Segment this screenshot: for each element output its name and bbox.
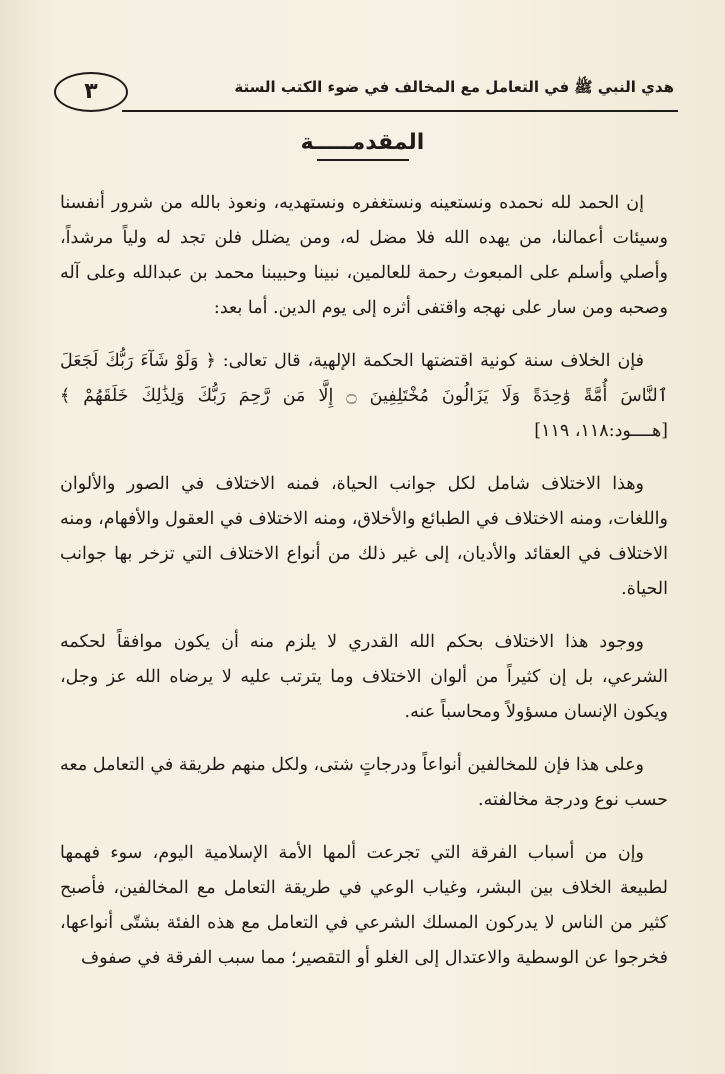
page-number-badge	[54, 72, 128, 112]
paragraph-quran-verse: فإن الخلاف سنة كونية اقتضتها الحكمة الإلهية، قال تعالى: ﴿ وَلَوْ شَآءَ رَبُّكَ لَجَعَلَ ٱلنَّاسَ أُمَّةً وَٰحِدَةً وَلَا يَزَالُونَ مُخْتَلِفِينَ ۝ إِلَّا مَن رَّحِمَ رَبُّكَ وَلِذَٰلِكَ خَلَقَهُمْ ﴾ [هــــود:١١٨، ١١٩]	[60, 351, 668, 441]
section-title-underline	[317, 159, 409, 161]
paragraph-intro: إن الحمد لله نحمده ونستعينه ونستغفره ونستهديه، ونعوذ بالله من شرور أنفسنا وسيئات أعمالنا، من يهده الله فلا مضل له، ومن يضلل فلن تجد له ولياً مرشداً، وأصلي وأسلم على المبعوث رحمة للعالمين، نبينا وحبيبنا محمد بن عبدالله وعلى آله وصحبه ومن سار على نهجه واقتفى أثره إلى يوم الدين. أما بعد:	[60, 193, 668, 318]
book-title: هدي النبي ﷺ في التعامل مع المخالف في ضوء الكتب الستة	[234, 78, 674, 96]
section-title-text: المقدمـــــة	[300, 130, 425, 155]
header-rule	[122, 110, 678, 112]
section-heading	[0, 130, 725, 161]
paragraph-types-of-opponents: وعلى هذا فإن للمخالفين أنواعاً ودرجاتٍ شتى، ولكل منهم طريقة في التعامل معه حسب نوع ودرجة مخالفته.	[60, 755, 668, 810]
running-header	[52, 70, 678, 114]
body-text	[60, 186, 668, 994]
paragraph-causes-of-division: وإن من أسباب الفرقة التي تجرعت ألمها الأمة الإسلامية اليوم، سوء فهمها لطبيعة الخلاف بين البشر، وغياب الوعي في طريقة التعامل مع المخالفين، فأصبح كثير من الناس لا يدركون المسلك الشرعي في التعامل مع هذه الفئة بشتّى أنواعها، فخرجوا عن الوسطية والاعتدال إلى الغلو أو التقصير؛ مما سبب الفرقة في صفوف	[60, 843, 668, 968]
paragraph-divine-decree: ووجود هذا الاختلاف بحكم الله القدري لا يلزم منه أن يكون موافقاً لحكمه الشرعي، بل إن كثيراً من ألوان الاختلاف وما يترتب عليه لا يرضاه الله عز وجل، ويكون الإنسان مسؤولاً ومحاسباً عنه.	[60, 632, 668, 722]
page-number: ٣	[84, 79, 98, 104]
paragraph-diversity: وهذا الاختلاف شامل لكل جوانب الحياة، فمنه الاختلاف في الصور والألوان واللغات، ومنه الاختلاف في الطبائع والأخلاق، ومنه الاختلاف في العقول والأفهام، ومنه الاختلاف في العقائد والأديان، إلى غير ذلك من أنواع الاختلاف التي تزخر بها جوانب الحياة.	[60, 474, 668, 599]
